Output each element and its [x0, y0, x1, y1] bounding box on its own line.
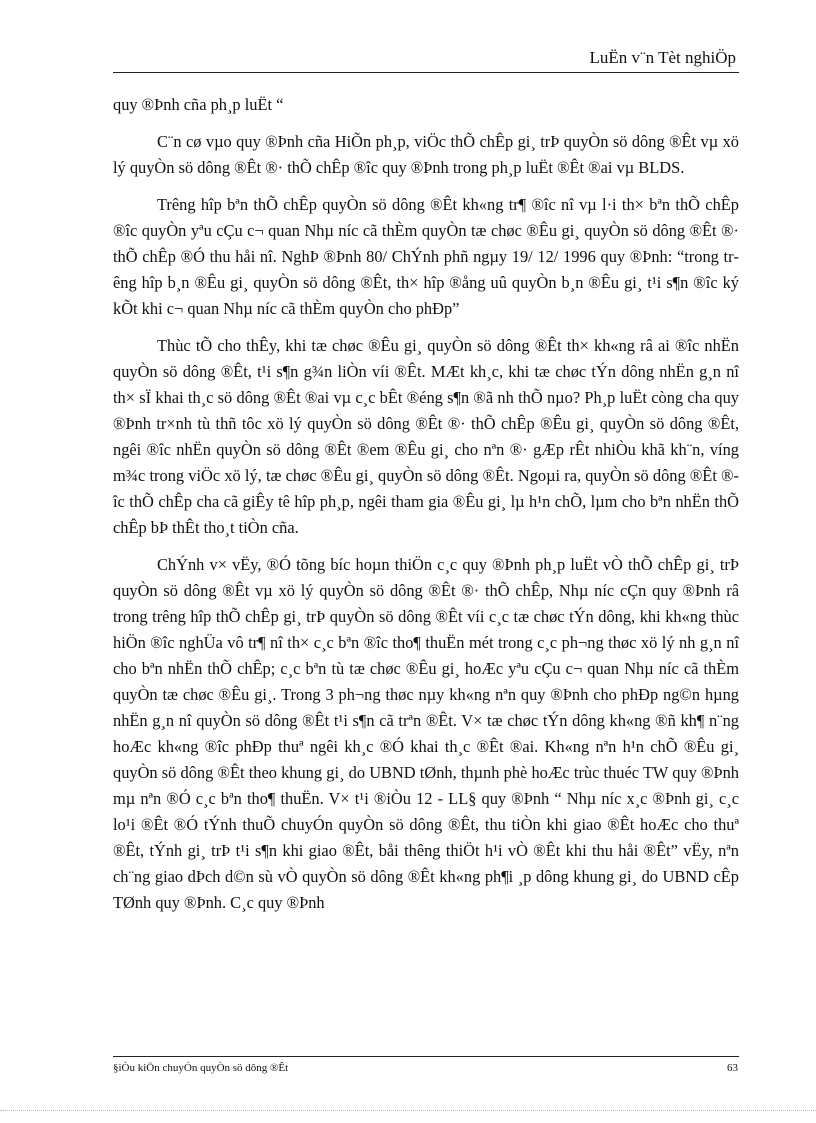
paragraph: Thùc tÕ cho thÊy, khi tæ chøc ®Êu gi¸ quyÒn sö dông ®Êt th× kh«ng râ ai ®îc nhËn quyÒn sö dông ®Êt, t¹i s¶n g¾n liÒn víi ®Êt. MÆt kh¸c, khi tæ chøc tÝn dông nhËn g¸n nî th× sÏ khai th¸c sö dông ®Êt ®ai vµ c¸c bÊt ®éng s¶n ®ã nh thÕ nµo? Ph¸p luËt còng cha quy ®Þnh tr×nh tù thñ tôc xö lý quyÒn sö dông ®Êt ®· thÕ chÊp ®Êu gi¸ quyÒn sö dông ®Êt, ngêi ®îc nhËn quyÒn sö dông ®Êt ®em ®Êu gi¸ cho nªn ®· gÆp rÊt nhiÒu khã kh¨n, víng m¾c trong viÖc xö lý, tæ chøc ®Êu gi¸ quyÒn sö dông ®Êt. Ngoµi ra, quyÒn sö dông ®Êt ®îc thÕ chÊp cha cã giÊy tê hîp ph¸p, ngêi tham gia ®Êu gi¸ lµ h¹n chÕ, lµm cho bªn nhËn thÕ chÊp bÞ thÊt tho¸t tiÒn cña. — [113, 336, 739, 537]
header-title: LuËn v¨n Tèt nghiÖp — [589, 48, 736, 67]
paragraph: quy ®Þnh cña ph¸p luËt “ — [113, 95, 284, 114]
paragraph: C¨n cø vµo quy ®Þnh cña HiÕn ph¸p, viÖc thÕ chÊp gi¸ trÞ quyÒn sö dông ®Êt vµ xö lý quyÒn sö dông ®Êt ®· thÕ chÊp ®îc quy ®Þnh trong ph¸p luËt ®Êt ®ai vµ BLDS. — [113, 132, 739, 177]
page-number: 63 — [727, 1062, 738, 1074]
page-bottom-border — [0, 1110, 816, 1111]
body-text — [113, 92, 739, 927]
footer-divider — [113, 1056, 739, 1057]
footer-document-title: §iÒu kiÖn chuyÓn quyÒn sö dông ®Êt — [113, 1062, 289, 1074]
paragraph: Trêng hîp bªn thÕ chÊp quyÒn sö dông ®Êt kh«ng tr¶ ®îc nî vµ l·i th× bªn thÕ chÊp ®îc quyÒn yªu cÇu c¬ quan Nhµ níc cã thÈm quyÒn tæ chøc ®Êu gi¸ quyÒn sö dông ®Êt ®· thÕ chÊp ®Ó thu håi nî. NghÞ ®Þnh 80/ ChÝnh phñ ngµy 19/ 12/ 1996 quy ®Þnh: “trong trêng hîp b¸n ®Êu gi¸ quyÒn sö dông ®Êt, th× hîp ®ång uû quyÒn b¸n ®Êu gi¸ t¹i s¶n ®îc ký kÕt khi c¬ quan Nhµ níc cã thÈm quyÒn cho phÐp” — [113, 195, 739, 318]
paragraph: ChÝnh v× vËy, ®Ó tõng bíc hoµn thiÖn c¸c quy ®Þnh ph¸p luËt vÒ thÕ chÊp gi¸ trÞ quyÒn sö dông ®Êt vµ xö lý quyÒn sö dông ®Êt ®· thÕ chÊp, Nhµ níc cÇn quy ®Þnh râ trong trêng hîp thÕ chÊp gi¸ trÞ quyÒn sö dông ®Êt víi c¸c tæ chøc tÝn dông, khi kh«ng thùc hiÖn ®îc nghÜa vô tr¶ nî th× c¸c bªn ®îc tho¶ thuËn mét trong c¸c ph¬ng thøc xö lý nh g¸n nî cho bªn nhËn thÕ chÊp; c¸c bªn tù tæ chøc ®Êu gi¸ hoÆc yªu cÇu c¬ quan Nhµ níc cã thÈm quyÒn tæ chøc ®Êu gi¸. Trong 3 ph¬ng thøc nµy kh«ng nªn quy ®Þnh cho phÐp ng©n hµng nhËn g¸n nî quyÒn sö dông ®Êt t¹i s¶n cã trªn ®Êt. V× tæ chøc tÝn dông kh«ng ®ñ kh¶ n¨ng hoÆc kh«ng ®îc phÐp thuª ngêi kh¸c ®Ó khai th¸c ®Êt ®ai. Kh«ng nªn h¹n chÕ ®Êu gi¸ quyÒn sö dông ®Êt theo khung gi¸ do UBND tØnh, thµnh phè hoÆc trùc thuéc TW quy ®Þnh mµ nªn ®Ó c¸c bªn tho¶ thuËn. V× t¹i ®iÒu 12 - LL§ quy ®Þnh “ Nhµ níc x¸c ®Þnh gi¸ c¸c lo¹i ®Êt ®Ó tÝnh thuÕ chuyÓn quyÒn sö dông ®Êt, thu tiÒn khi giao ®Êt hoÆc cho thuª ®Êt, tÝnh gi¸ trÞ t¹i s¶n khi giao ®Êt, båi thêng thiÖt h¹i vÒ ®Êt khi thu håi ®Êt” vËy, nªn ch¨ng giao dÞch d©n sù vÒ quyÒn sö dông ®Êt kh«ng ph¶i ¸p dông khung gi¸ do UBND cÊp TØnh quy ®Þnh. C¸c quy ®Þnh — [113, 555, 739, 912]
header-divider — [113, 72, 739, 73]
